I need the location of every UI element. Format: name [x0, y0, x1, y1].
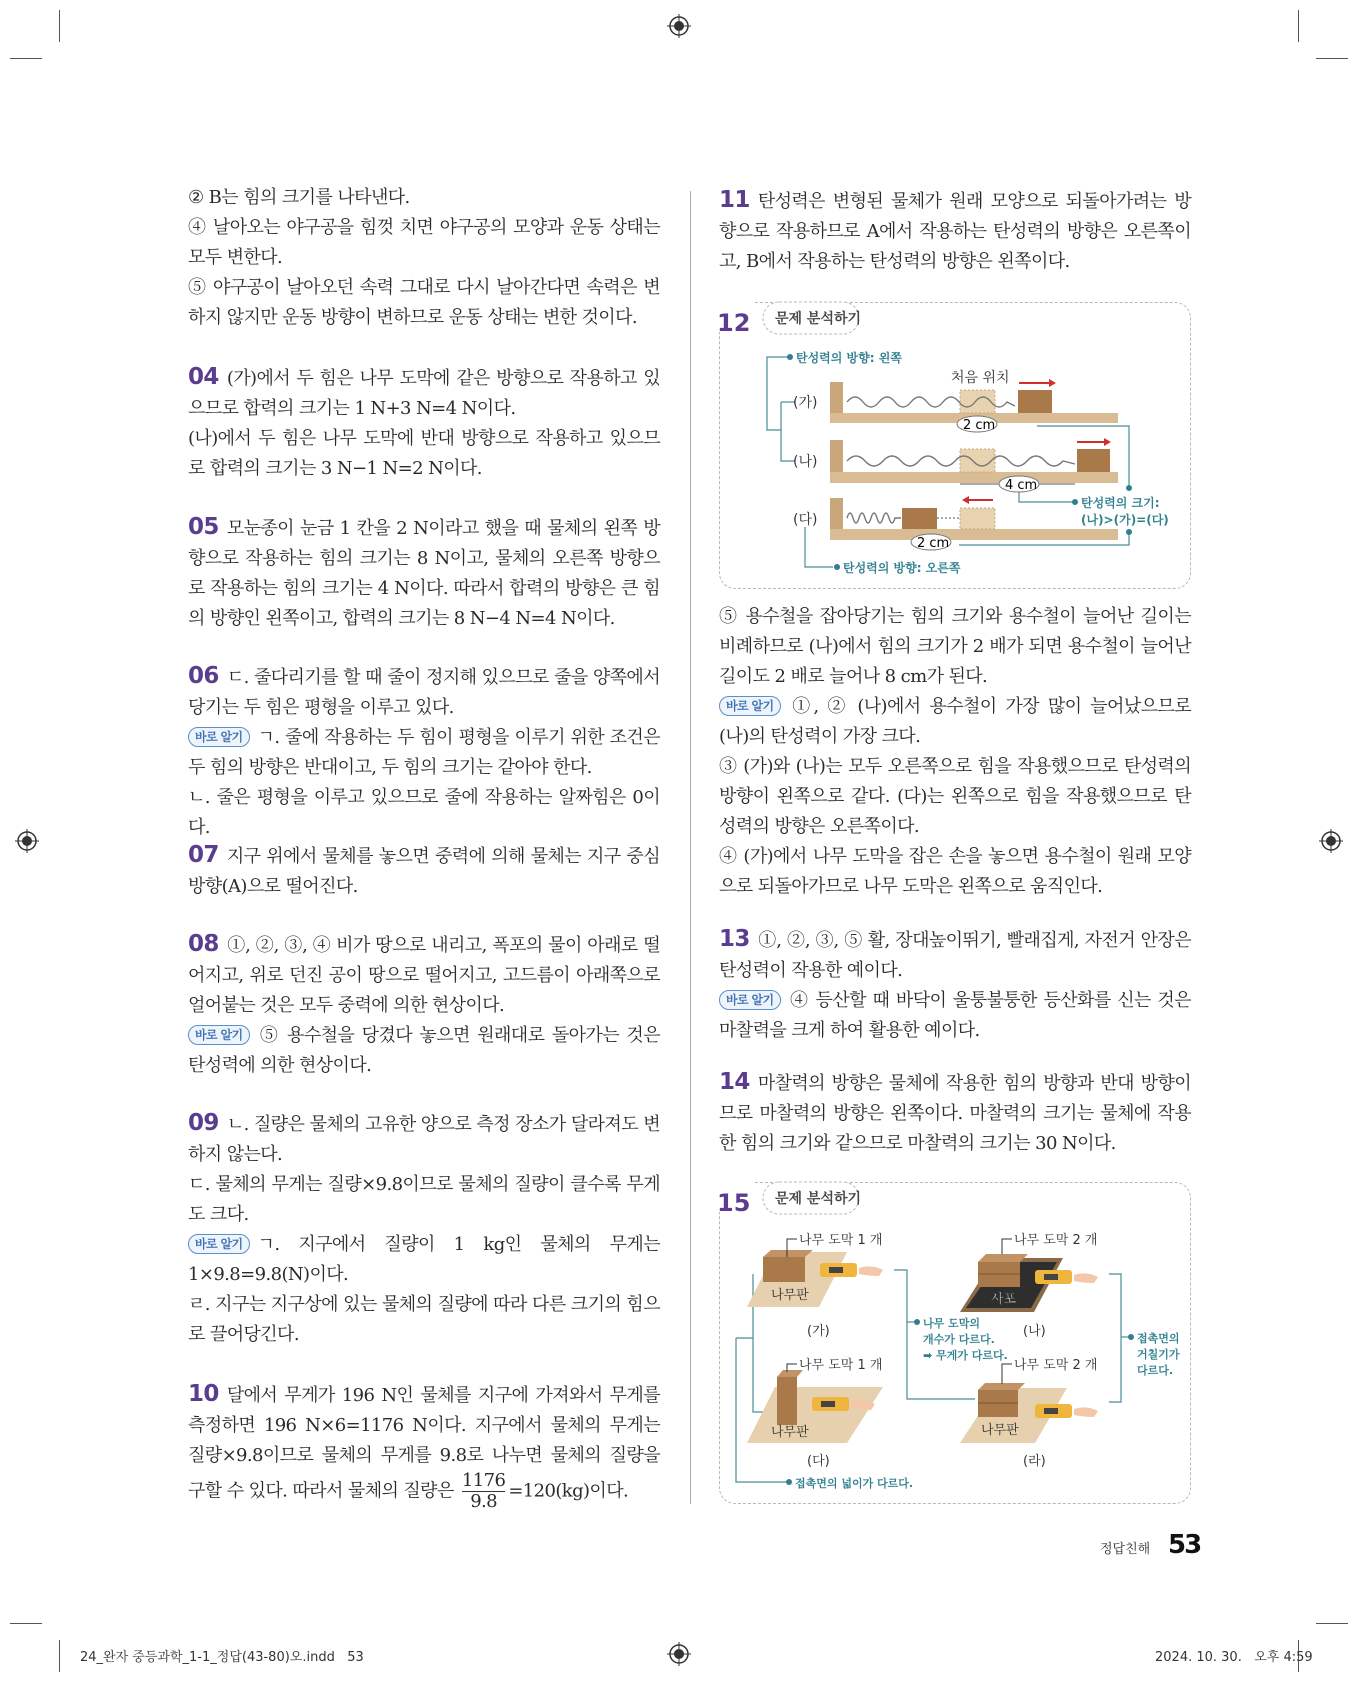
- correction-badge: 바로 알기: [188, 1025, 250, 1045]
- question-number: 09: [188, 1110, 219, 1136]
- analysis-pill-label: 문제 분석하기: [775, 311, 862, 327]
- row-label: (나): [793, 454, 818, 470]
- block-label: 나무 도막 2 개: [1014, 1233, 1098, 1248]
- answer-text: =120(kg)이다.: [508, 1480, 629, 1502]
- answer-08: [188, 929, 660, 1081]
- annotation-label: 다르다.: [1137, 1364, 1174, 1377]
- fraction-numerator: 1176: [461, 1470, 506, 1491]
- sandpaper-label: 사포: [991, 1292, 1017, 1307]
- answer-06: [188, 661, 660, 843]
- answer-12: [719, 602, 1191, 902]
- annotation-label: 개수가 다르다.: [923, 1333, 995, 1346]
- answer-text: 달에서 무게가 196 N인 물체를 지구에 가져와서 무게를 측정하면 196 N×6=1176 N이다. 지구에서 물체의 무게는 질량×9.8이므로 물체의 무게를 9.8로 나누면 물체의 질량을 구할 수 있다. 따라서 물체의 질량은: [188, 1385, 660, 1502]
- board-label: 나무판: [771, 1288, 809, 1303]
- annotation-label: 탄성력의 방향: 왼쪽: [796, 351, 902, 365]
- question-number: 06: [188, 663, 219, 689]
- answer-text: ①, ②, ③, ⑤ 활, 장대높이뛰기, 빨래집게, 자전거 안장은 탄성력이 작용한 예이다.: [719, 930, 1191, 981]
- answer-text: ④ (가)에서 나무 도막을 잡은 손을 놓으면 용수철이 원래 모양으로 되돌아가므로 나무 도막은 왼쪽으로 움직인다.: [719, 846, 1191, 897]
- answer-text: 마찰력의 방향은 물체에 작용한 힘의 방향과 반대 방향이므로 마찰력의 방향은 왼쪽이다. 마찰력의 크기는 물체에 작용한 힘의 크기와 같으므로 마찰력의 크기는 30 N이다.: [719, 1073, 1191, 1154]
- case-label: (다): [807, 1454, 830, 1469]
- crop-mark: [10, 58, 42, 59]
- question-number: 04: [188, 364, 219, 390]
- correction-badge: 바로 알기: [188, 1234, 250, 1254]
- column-divider: [690, 191, 691, 1504]
- answer-text: ㄹ. 지구는 지구상에 있는 물체의 질량에 따라 다른 크기의 힘으로 끌어당긴다.: [188, 1294, 660, 1345]
- annotation-label: 거칠기가: [1137, 1348, 1180, 1361]
- answer-text: ①, ②, ③, ④ 비가 땅으로 내리고, 폭포의 물이 아래로 떨어지고, 위로 던진 공이 땅으로 떨어지고, 고드름이 아래쪽으로 얼어붙는 것은 모두 중력에 의한 현상이다.: [188, 935, 660, 1016]
- registration-mark-icon: [15, 829, 39, 853]
- answer-09: [188, 1108, 660, 1350]
- annotation-label: 나무 도막의: [923, 1317, 980, 1330]
- question-number: 11: [719, 187, 750, 213]
- annotation-label: ➡ 무게가 다르다.: [923, 1349, 1008, 1362]
- section-label: 정답친해: [1100, 1542, 1151, 1557]
- answer-line: (나)에서 두 힘은 나무 도막에 반대 방향으로 작용하고 있으므로 합력의 크기는 3 N−1 N=2 N이다.: [188, 428, 660, 479]
- board-label: 나무판: [981, 1423, 1019, 1438]
- answer-text: ①, ② (나)에서 용수철이 가장 많이 늘어났으므로 (나)의 탄성력이 가장 크다.: [719, 696, 1191, 747]
- answer-text: ㄴ. 줄은 평형을 이루고 있으므로 줄에 작용하는 알짜힘은 0이다.: [188, 787, 660, 838]
- row-label: (가): [793, 395, 818, 411]
- problem-analysis-box-12: [719, 302, 1191, 589]
- case-label: (나): [1023, 1324, 1046, 1339]
- annotation-label: 탄성력의 방향: 오른쪽: [843, 561, 961, 575]
- answer-line: ② B는 힘의 크기를 나타낸다.: [188, 187, 410, 208]
- answer-text: ③ (가)와 (나)는 모두 오른쪽으로 힘을 작용했으므로 탄성력의 방향이 왼쪽으로 같다. (다)는 왼쪽으로 힘을 작용했으므로 탄성력의 방향은 오른쪽이다.: [719, 756, 1191, 837]
- block-label: 나무 도막 1 개: [799, 1358, 883, 1373]
- answer-text: ㄷ. 줄다리기를 할 때 줄이 정지해 있으므로 줄을 양쪽에서 당기는 두 힘은 평형을 이루고 있다.: [188, 667, 660, 718]
- question-number: 12: [717, 309, 751, 337]
- answer-line: ④ 날아오는 야구공을 힘껏 치면 야구공의 모양과 운동 상태는 모두 변한다.: [188, 217, 660, 268]
- answer-text: ㄱ. 줄에 작용하는 두 힘이 평형을 이루기 위한 조건은 두 힘의 방향은 반대이고, 두 힘의 크기는 같아야 한다.: [188, 727, 660, 778]
- answer-text: 모눈종이 눈금 1 칸을 2 N이라고 했을 때 물체의 왼쪽 방향으로 작용하는 힘의 크기는 8 N이고, 물체의 오른쪽 방향으로 작용하는 힘의 크기는 4 N이다. 따라서 합력의 방향은 큰 힘의 방향인 왼쪽이고, 합력의 크기는 8 N−4 N=4 N이다.: [188, 518, 660, 629]
- crop-mark: [59, 10, 60, 42]
- print-file-info: 24_완자 중등과학_1-1_정답(43-80)오.indd 53: [80, 1650, 364, 1665]
- crop-mark: [10, 1623, 42, 1624]
- registration-mark-icon: [667, 14, 691, 38]
- block-label: 나무 도막 1 개: [799, 1233, 883, 1248]
- question-number: 13: [719, 926, 750, 952]
- answer-text: ④ 등산할 때 바닥이 울퉁불퉁한 등산화를 신는 것은 마찰력을 크게 하여 활용한 예이다.: [719, 990, 1191, 1041]
- problem-analysis-box-15: [719, 1182, 1191, 1504]
- registration-mark-icon: [1319, 829, 1343, 853]
- diagram-label: 처음 위치: [951, 370, 1010, 386]
- crop-mark: [1298, 10, 1299, 42]
- question-number: 14: [719, 1069, 750, 1095]
- fraction: [462, 1471, 505, 1512]
- question-number: 07: [188, 842, 219, 868]
- analysis-pill-label: 문제 분석하기: [775, 1191, 862, 1207]
- answer-04: [188, 362, 660, 484]
- crop-mark: [1316, 58, 1348, 59]
- board-label: 나무판: [771, 1425, 809, 1440]
- page-number: 53: [1168, 1530, 1201, 1560]
- answer-text: ㄴ. 질량은 물체의 고유한 양으로 측정 장소가 달라져도 변하지 않는다.: [188, 1114, 660, 1165]
- answer-07: [188, 840, 660, 902]
- answer-14: [719, 1067, 1191, 1159]
- answer-text: 지구 위에서 물체를 놓으면 중력에 의해 물체는 지구 중심 방향(A)으로 떨어진다.: [188, 846, 660, 897]
- answer-text: ㄷ. 물체의 무게는 질량×9.8이므로 물체의 질량이 클수록 무게도 크다.: [188, 1174, 660, 1225]
- case-label: (라): [1023, 1454, 1046, 1469]
- answer-text: 탄성력은 변형된 물체가 원래 모양으로 되돌아가려는 방향으로 작용하므로 A에서 작용하는 탄성력의 방향은 오른쪽이고, B에서 작용하는 탄성력의 방향은 왼쪽이다.: [719, 191, 1191, 272]
- answer-line: (가)에서 두 힘은 나무 도막에 같은 방향으로 작용하고 있으므로 합력의 크기는 1 N+3 N=4 N이다.: [188, 368, 660, 419]
- answer-text: ⑤ 용수철을 당겼다 놓으면 원래대로 돌아가는 것은 탄성력에 의한 현상이다.: [188, 1025, 660, 1076]
- answer-text: ㄱ. 지구에서 질량이 1 kg인 물체의 무게는 1×9.8=9.8(N)이다.: [188, 1234, 660, 1285]
- answer-13: [719, 924, 1191, 1046]
- annotation-label: 접촉면의 넓이가 다르다.: [795, 1477, 914, 1490]
- question-number: 08: [188, 931, 219, 957]
- annotation-label: 접촉면의: [1137, 1332, 1180, 1345]
- annotation-label: 탄성력의 크기:: [1081, 496, 1160, 510]
- answer-05: [188, 512, 660, 634]
- distance-label: 4 cm: [1005, 478, 1038, 493]
- answer-text: ⑤ 용수철을 잡아당기는 힘의 크기와 용수철이 늘어난 길이는 비례하므로 (나)에서 힘의 크기가 2 배가 되면 용수철이 늘어난 길이도 2 배로 늘어나 8 cm가 된다.: [719, 606, 1191, 687]
- block-label: 나무 도막 2 개: [1014, 1358, 1098, 1373]
- friction-diagram: [719, 1182, 1191, 1504]
- crop-mark: [1316, 1623, 1348, 1624]
- answer-11: [719, 185, 1191, 277]
- registration-mark-icon: [667, 1642, 691, 1666]
- crop-mark: [59, 1640, 60, 1672]
- fraction-denominator: 9.8: [470, 1491, 498, 1512]
- distance-label: 2 cm: [917, 536, 950, 551]
- spring-diagram: [719, 302, 1191, 589]
- distance-label: 2 cm: [963, 418, 996, 433]
- annotation-label: (나)>(가)=(다): [1081, 513, 1169, 527]
- correction-badge: 바로 알기: [188, 727, 250, 747]
- row-label: (다): [793, 512, 818, 528]
- answer-03-continued: [188, 183, 660, 333]
- correction-badge: 바로 알기: [719, 990, 781, 1010]
- answer-10: [188, 1379, 660, 1512]
- print-date: 2024. 10. 30. 오후 4:59: [1155, 1650, 1313, 1665]
- answer-line: ⑤ 야구공이 날아오던 속력 그대로 다시 날아간다면 속력은 변하지 않지만 운동 방향이 변하므로 운동 상태는 변한 것이다.: [188, 277, 660, 328]
- question-number: 15: [717, 1189, 751, 1217]
- correction-badge: 바로 알기: [719, 696, 781, 716]
- question-number: 05: [188, 514, 219, 540]
- question-number: 10: [188, 1381, 219, 1407]
- case-label: (가): [807, 1324, 830, 1339]
